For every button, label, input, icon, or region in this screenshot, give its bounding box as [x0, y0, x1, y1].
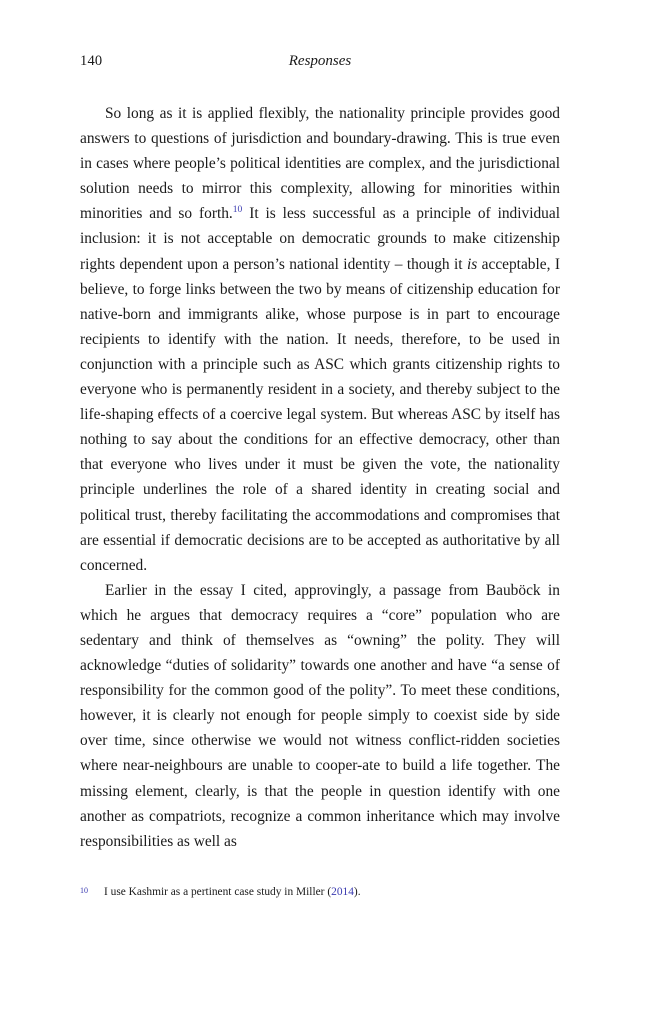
citation-link[interactable]: 2014	[331, 886, 354, 898]
page-number: 140	[80, 53, 103, 69]
footnote-reference[interactable]: 10	[232, 204, 243, 216]
footnote-text: I use Kashmir as a pertinent case study in Miller (2014).	[104, 886, 361, 898]
running-title: Responses	[288, 53, 352, 69]
paragraph-2: Earlier in the essay I cited, approvingly, a passage from Bauböck in which he argues that democracy requires a “core” population who are sedentary and think of themselves as “owning” the polity. They will acknowledge “duties of solidarity” towards one another and have “a sense of responsibility for the common good of the polity”. To meet these conditions, however, it is clearly not enough for people simply to coexist side by side over time, since otherwise we would not witness conflict-ridden societies where near-neighbours are unable to cooper-ate to build a life together. The missing element, clearly, is that the people in question identify with one another as compatriots, recognize a common inheritance which may involve responsibilities as well as	[80, 581, 560, 850]
emphasis-text: is	[466, 255, 478, 273]
footnote-item	[80, 884, 560, 900]
footnote-number: 10	[80, 886, 88, 895]
running-header	[80, 50, 560, 72]
footnote-area	[80, 884, 560, 900]
paragraph-1: So long as it is applied flexibly, the nationality principle provides good answers to questions of jurisdiction and boundary-drawing. This is true even in cases where people’s political identities are complex, and the jurisdictional solution needs to mirror this complexity, allowing for minorities within minorities and so forth.$^{10}$ It is less successful as a principle of individual inclusion: it is not acceptable on democratic grounds to make citizenship rights dependent upon a person’s national identity – though it is acceptable, I believe, to forge links between the two by means of citizenship education for native-born and immigrants alike, whose purpose is in part to encourage recipients to identify with the nation. It needs, therefore, to be used in conjunction with a principle such as ASC which grants citizenship rights to everyone who is permanently resident in a society, and thereby subject to the life-shaping effects of a coercive legal system. But whereas ASC by itself has nothing to say about the conditions for an effective democracy, other than that everyone who lives under it must be given the vote, the nationality principle underlines the role of a shared identity in creating social and political trust, thereby facilitating the accommodations and compromises that are essential if democratic decisions are to be accepted as authoritative by all concerned.	[80, 105, 560, 574]
body-text	[80, 101, 560, 854]
